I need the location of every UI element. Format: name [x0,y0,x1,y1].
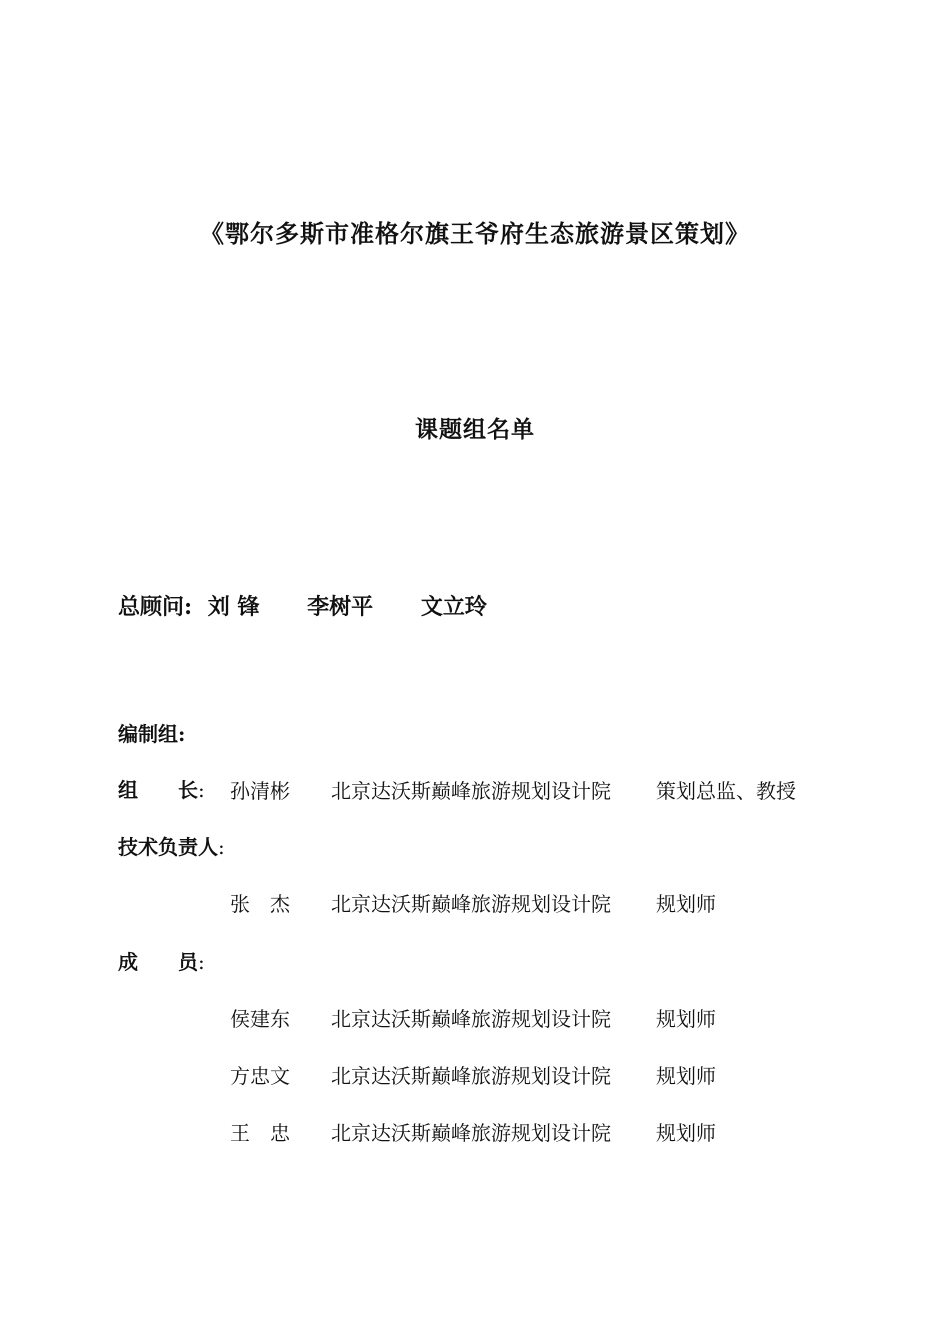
leader-name: 孙清彬 [230,779,290,803]
advisor-name: 文立玲 [420,594,487,620]
tech-lead-org: 北京达沃斯巅峰旅游规划设计院 [331,892,611,916]
member-title: 规划师 [656,1007,716,1031]
document-title: 《鄂尔多斯市准格尔旗王爷府生态旅游景区策划》 [200,219,750,248]
tech-lead-colon: : [218,835,225,859]
tech-lead-title: 规划师 [656,892,716,916]
leader-title: 策划总监、教授 [656,779,796,803]
member-org: 北京达沃斯巅峰旅游规划设计院 [331,1064,611,1088]
members-label [118,946,205,975]
leader-colon: : [198,778,205,802]
members-label-text: 成 员 [118,950,198,974]
tech-lead-label [118,831,225,860]
member-title: 规划师 [656,1064,716,1088]
advisor-name: 李树平 [307,594,374,620]
members-colon: : [198,950,205,974]
member-name: 方忠文 [230,1064,290,1088]
advisors-label: 总顾问: [118,594,193,620]
tech-lead-label-text: 技术负责人 [118,835,218,859]
leader-label-text: 组 长 [118,778,198,802]
member-title: 规划师 [656,1121,716,1145]
list-title: 课题组名单 [415,416,535,443]
advisor-name: 刘 锋 [207,594,260,620]
leader-label [118,774,205,803]
team-label: 编制组: [118,722,186,746]
tech-lead-name: 张 杰 [230,892,290,916]
member-name: 王 忠 [230,1121,290,1145]
member-org: 北京达沃斯巅峰旅游规划设计院 [331,1007,611,1031]
leader-org: 北京达沃斯巅峰旅游规划设计院 [331,779,611,803]
member-name: 侯建东 [230,1007,290,1031]
member-org: 北京达沃斯巅峰旅游规划设计院 [331,1121,611,1145]
advisors-line [118,590,487,621]
